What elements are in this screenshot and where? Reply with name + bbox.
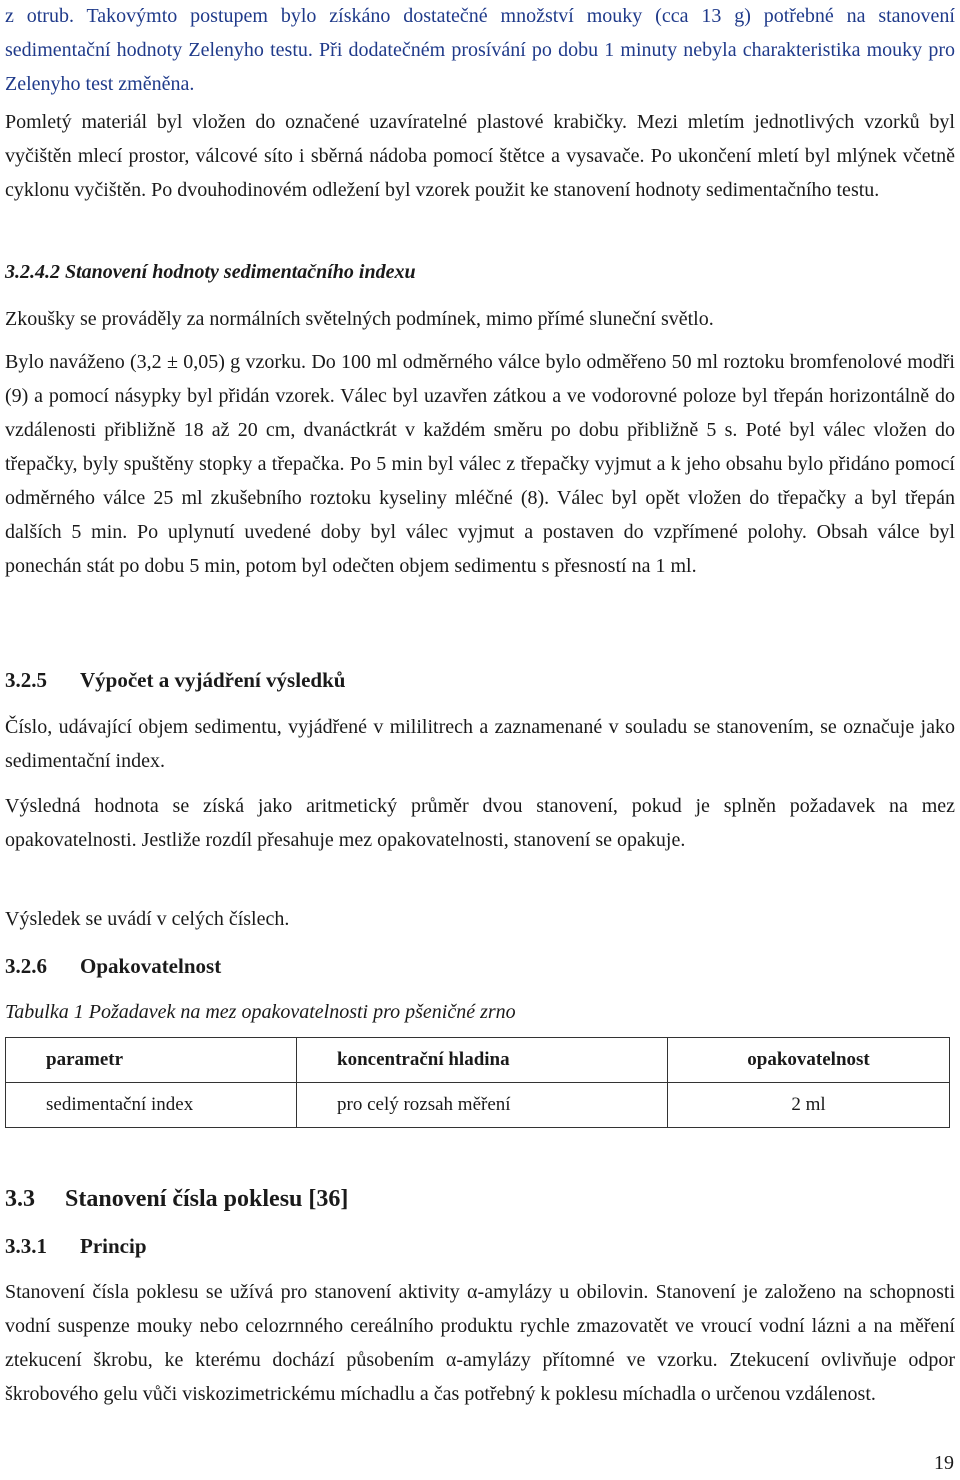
section-3-2-5-paragraph-3: Výsledek se uvádí v celých číslech. [5, 908, 290, 930]
repeatability-table [5, 1037, 950, 1128]
table-cell: 2 ml [668, 1083, 950, 1128]
table-cell: pro celý rozsah měření [297, 1083, 668, 1128]
section-title: Stanovení hodnoty sedimentačního indexu [65, 261, 416, 283]
section-3-3-heading [5, 1181, 348, 1217]
section-title: Stanovení čísla poklesu [36] [65, 1186, 349, 1212]
section-3-3-1-heading [5, 1229, 147, 1263]
section-3-2-5-paragraph-2: Výsledná hodnota se získá jako aritmetický průměr dvou stanovení, pokud je splněn požadavek na mez opakovatelnosti. Jestliže rozdíl přesahuje mez opakovatelnosti, stanovení se opakuje. [5, 795, 955, 851]
table-cell: sedimentační index [6, 1083, 297, 1128]
section-3-2-4-2-paragraph-2: Bylo naváženo (3,2 ± 0,05) g vzorku. Do 100 ml odměrného válce bylo odměřeno 50 ml roztoku bromfenolové modři (9) a pomocí násypky byl přidán vzorek. Válec byl uzavřen zátkou a ve vodorovné poloze byl třepán horizontálně do vzdálenosti přibližně 18 až 20 cm, dvanáctkrát v každém směru po dobu přibližně 5 s. Poté byl válec vložen do třepačky, byly spuštěny stopky a třepačka. Po 5 min byl válec z třepačky vyjmut a k jeho obsahu bylo přidáno pomocí odměrného válce 25 ml zkušebního roztoku kyseliny mléčné (8). Válec byl opět vložen do třepačky a byl třepán dalších 5 min. Po uplynutí uvedené doby byl válec vyjmut a postaven do vzpřímené polohy. Obsah válce byl ponechán stát po dobu 5 min, potom byl odečten objem sedimentu s přesností na 1 ml. [5, 351, 955, 577]
table-header-cell: opakovatelnost [668, 1038, 950, 1083]
table-caption: Tabulka 1 Požadavek na mez opakovatelnosti pro pšeničné zrno [5, 1001, 516, 1023]
table-header-row [6, 1038, 950, 1083]
section-number: 3.3.1 [5, 1234, 47, 1258]
section-title: Výpočet a vyjádření výsledků [80, 668, 346, 692]
table-header-cell: parametr [6, 1038, 297, 1083]
section-title: Opakovatelnost [80, 954, 222, 978]
section-number: 3.2.4.2 [5, 261, 60, 283]
section-3-2-4-2-heading [5, 255, 416, 289]
section-3-2-4-2-paragraph-1: Zkoušky se prováděly za normálních světelných podmínek, mimo přímé sluneční světlo. [5, 308, 714, 330]
section-number: 3.3 [5, 1186, 35, 1212]
section-3-2-5-paragraph-1: Číslo, udávající objem sedimentu, vyjádřené v mililitrech a zaznamenané v souladu se stanovením, se označuje jako sedimentační index. [5, 716, 955, 772]
page-number: 19 [934, 1452, 954, 1474]
section-number: 3.2.6 [5, 954, 47, 978]
section-3-2-5-heading [5, 663, 345, 697]
section-3-3-1-paragraph-1: Stanovení čísla poklesu se užívá pro stanovení aktivity α-amylázy u obilovin. Stanovení je založeno na schopnosti vodní suspenze mouky nebo celozrnného cereálního produktu rychle zmazovatět ve vroucí vodní lázni a na měření ztekucení škrobu, ke kterému dochází působením α-amylázy přítomné ve vzorku. Ztekucení ovlivňuje odpor škrobového gelu vůči viskozimetrickému míchadlu a čas potřebný k poklesu míchadla o určenou vzdálenost. [5, 1281, 955, 1405]
table-row [6, 1083, 950, 1128]
intro-paragraph-2: Pomletý materiál byl vložen do označené uzavíratelné plastové krabičky. Mezi mletím jednotlivých vzorků byl vyčištěn mlecí prostor, válcové síto i sběrná nádoba pomocí štětce a vysavače. Po ukončení mletí byl mlýnek včetně cyklonu vyčištěn. Po dvouhodinovém odležení byl vzorek použit ke stanovení hodnoty sedimentačního testu. [5, 111, 955, 201]
intro-paragraph-1: z otrub. Takovýmto postupem bylo získáno dostatečné množství mouky (cca 13 g) potřebné na stanovení sedimentační hodnoty Zelenyho testu. Při dodatečném prosívání po dobu 1 minuty nebyla charakteristika mouky pro Zelenyho test změněna. [5, 5, 955, 95]
section-title: Princip [80, 1234, 147, 1258]
table-header-cell: koncentrační hladina [297, 1038, 668, 1083]
section-number: 3.2.5 [5, 668, 47, 692]
section-3-2-6-heading [5, 949, 221, 983]
